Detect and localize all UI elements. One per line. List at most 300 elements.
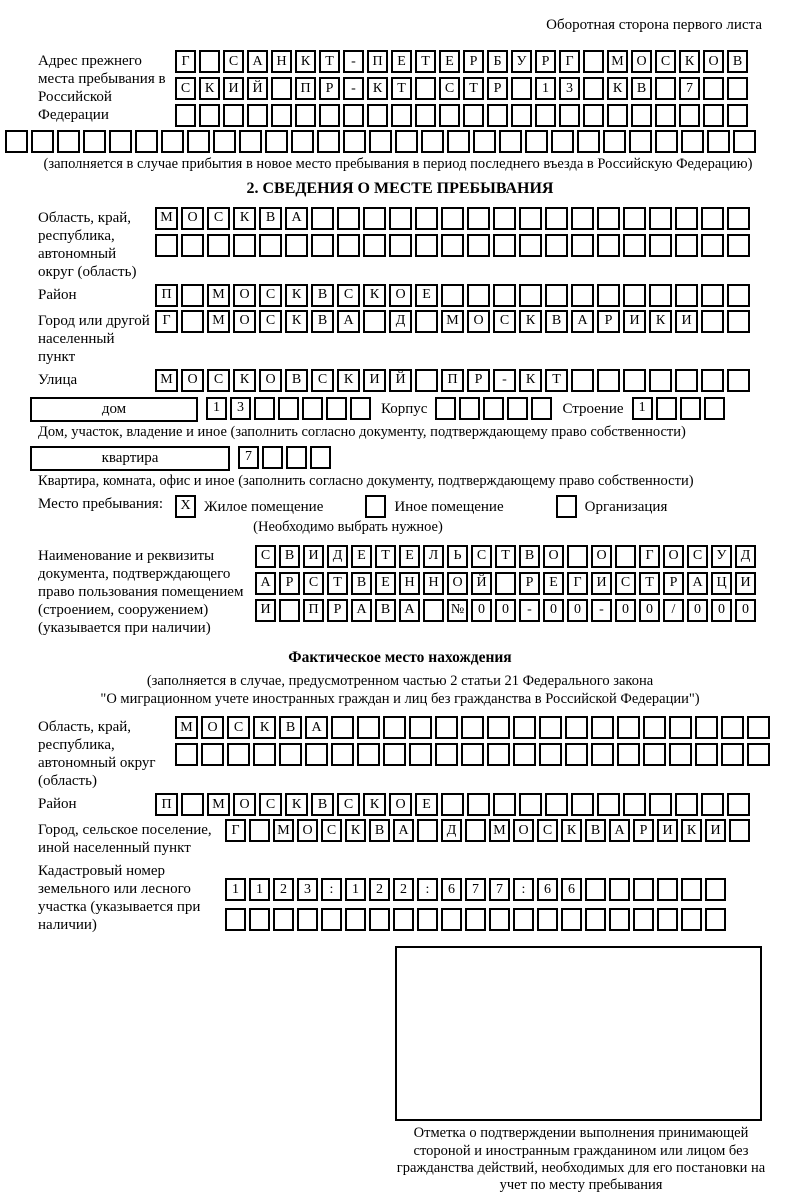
- char-box[interactable]: [417, 908, 438, 931]
- char-box[interactable]: [669, 716, 692, 739]
- char-box[interactable]: Д: [735, 545, 756, 568]
- char-box[interactable]: 6: [441, 878, 462, 901]
- char-box[interactable]: [249, 819, 270, 842]
- char-box[interactable]: 1: [249, 878, 270, 901]
- char-box[interactable]: [609, 878, 630, 901]
- char-box[interactable]: [539, 716, 562, 739]
- char-box[interactable]: [459, 397, 480, 420]
- char-box[interactable]: 7: [679, 77, 700, 100]
- char-box[interactable]: К: [345, 819, 366, 842]
- char-box[interactable]: 0: [567, 599, 588, 622]
- char-box[interactable]: П: [295, 77, 316, 100]
- char-box[interactable]: К: [519, 310, 542, 333]
- char-box[interactable]: [181, 234, 204, 257]
- char-box[interactable]: О: [703, 50, 724, 73]
- korpus-row[interactable]: [435, 397, 552, 420]
- char-box[interactable]: М: [207, 310, 230, 333]
- char-box[interactable]: Й: [471, 572, 492, 595]
- char-box[interactable]: [467, 793, 490, 816]
- prev-address-row-1[interactable]: [175, 50, 748, 73]
- char-box[interactable]: [201, 743, 224, 766]
- char-box[interactable]: [345, 908, 366, 931]
- char-box[interactable]: [703, 77, 724, 100]
- char-box[interactable]: [465, 819, 486, 842]
- char-box[interactable]: [302, 397, 323, 420]
- char-box[interactable]: [363, 207, 386, 230]
- char-box[interactable]: [199, 104, 220, 127]
- char-box[interactable]: У: [711, 545, 732, 568]
- char-box[interactable]: Е: [375, 572, 396, 595]
- char-box[interactable]: [727, 369, 750, 392]
- char-box[interactable]: [631, 104, 652, 127]
- char-box[interactable]: Е: [399, 545, 420, 568]
- char-box[interactable]: [233, 234, 256, 257]
- char-box[interactable]: [441, 284, 464, 307]
- char-box[interactable]: [389, 207, 412, 230]
- char-box[interactable]: Р: [467, 369, 490, 392]
- char-box[interactable]: [615, 545, 636, 568]
- char-box[interactable]: [705, 878, 726, 901]
- char-box[interactable]: [633, 908, 654, 931]
- char-box[interactable]: [583, 77, 604, 100]
- char-box[interactable]: [591, 743, 614, 766]
- char-box[interactable]: А: [571, 310, 594, 333]
- char-box[interactable]: [561, 908, 582, 931]
- char-box[interactable]: 3: [230, 397, 251, 420]
- char-box[interactable]: [597, 369, 620, 392]
- char-box[interactable]: В: [369, 819, 390, 842]
- char-box[interactable]: [473, 130, 496, 153]
- char-box[interactable]: С: [207, 207, 230, 230]
- char-box[interactable]: О: [233, 284, 256, 307]
- char-box[interactable]: С: [493, 310, 516, 333]
- char-box[interactable]: 1: [225, 878, 246, 901]
- char-box[interactable]: [545, 793, 568, 816]
- char-box[interactable]: Н: [271, 50, 292, 73]
- char-box[interactable]: С: [227, 716, 250, 739]
- char-box[interactable]: [395, 130, 418, 153]
- char-box[interactable]: [223, 104, 244, 127]
- char-box[interactable]: [721, 743, 744, 766]
- char-box[interactable]: А: [337, 310, 360, 333]
- char-box[interactable]: [181, 793, 204, 816]
- prev-address-row-2[interactable]: [175, 77, 748, 100]
- char-box[interactable]: [585, 878, 606, 901]
- char-box[interactable]: [680, 397, 701, 420]
- char-box[interactable]: [633, 878, 654, 901]
- char-box[interactable]: 3: [297, 878, 318, 901]
- char-box[interactable]: [597, 234, 620, 257]
- char-box[interactable]: [350, 397, 371, 420]
- char-box[interactable]: [291, 130, 314, 153]
- char-box[interactable]: И: [735, 572, 756, 595]
- char-box[interactable]: С: [615, 572, 636, 595]
- char-box[interactable]: Т: [327, 572, 348, 595]
- char-box[interactable]: [531, 397, 552, 420]
- char-box[interactable]: Ь: [447, 545, 468, 568]
- char-box[interactable]: [511, 77, 532, 100]
- char-box[interactable]: 1: [535, 77, 556, 100]
- char-box[interactable]: [513, 716, 536, 739]
- char-box[interactable]: [701, 369, 724, 392]
- char-box[interactable]: [571, 234, 594, 257]
- char-box[interactable]: [507, 397, 528, 420]
- char-box[interactable]: [655, 130, 678, 153]
- char-box[interactable]: [623, 207, 646, 230]
- char-box[interactable]: [311, 234, 334, 257]
- char-box[interactable]: С: [255, 545, 276, 568]
- char-box[interactable]: [655, 104, 676, 127]
- char-box[interactable]: М: [607, 50, 628, 73]
- char-box[interactable]: О: [201, 716, 224, 739]
- char-box[interactable]: О: [181, 369, 204, 392]
- char-box[interactable]: [483, 397, 504, 420]
- char-box[interactable]: [253, 743, 276, 766]
- char-box[interactable]: [675, 234, 698, 257]
- char-box[interactable]: [535, 104, 556, 127]
- char-box[interactable]: [273, 908, 294, 931]
- char-box[interactable]: Т: [319, 50, 340, 73]
- char-box[interactable]: [441, 793, 464, 816]
- char-box[interactable]: 0: [471, 599, 492, 622]
- char-box[interactable]: С: [439, 77, 460, 100]
- char-box[interactable]: В: [311, 793, 334, 816]
- char-box[interactable]: [727, 104, 748, 127]
- char-box[interactable]: И: [705, 819, 726, 842]
- char-box[interactable]: [681, 908, 702, 931]
- char-box[interactable]: [609, 908, 630, 931]
- char-box[interactable]: [441, 207, 464, 230]
- char-box[interactable]: В: [585, 819, 606, 842]
- char-box[interactable]: С: [337, 793, 360, 816]
- char-box[interactable]: К: [679, 50, 700, 73]
- char-box[interactable]: [747, 743, 770, 766]
- char-box[interactable]: [545, 284, 568, 307]
- char-box[interactable]: [571, 284, 594, 307]
- stay-type-checkbox-organization[interactable]: [556, 495, 577, 518]
- char-box[interactable]: [519, 207, 542, 230]
- char-box[interactable]: С: [259, 793, 282, 816]
- char-box[interactable]: И: [255, 599, 276, 622]
- char-box[interactable]: [489, 908, 510, 931]
- char-box[interactable]: А: [285, 207, 308, 230]
- char-box[interactable]: О: [591, 545, 612, 568]
- char-box[interactable]: [415, 77, 436, 100]
- char-box[interactable]: Р: [535, 50, 556, 73]
- char-box[interactable]: Й: [389, 369, 412, 392]
- char-box[interactable]: [383, 716, 406, 739]
- char-box[interactable]: [441, 234, 464, 257]
- char-box[interactable]: О: [663, 545, 684, 568]
- cadastral-row-1[interactable]: [225, 878, 726, 901]
- char-box[interactable]: 3: [559, 77, 580, 100]
- char-box[interactable]: 0: [711, 599, 732, 622]
- char-box[interactable]: [597, 207, 620, 230]
- char-box[interactable]: [551, 130, 574, 153]
- stay-type-checkbox-residential[interactable]: X: [175, 495, 196, 518]
- char-box[interactable]: [643, 743, 666, 766]
- char-box[interactable]: Н: [423, 572, 444, 595]
- char-box[interactable]: Й: [247, 77, 268, 100]
- char-box[interactable]: Т: [415, 50, 436, 73]
- char-box[interactable]: О: [297, 819, 318, 842]
- char-box[interactable]: Д: [327, 545, 348, 568]
- prev-address-row-4[interactable]: [5, 130, 762, 153]
- char-box[interactable]: Г: [155, 310, 178, 333]
- char-box[interactable]: [239, 130, 262, 153]
- char-box[interactable]: А: [399, 599, 420, 622]
- char-box[interactable]: [435, 716, 458, 739]
- document-row-1[interactable]: [255, 545, 756, 568]
- char-box[interactable]: [597, 793, 620, 816]
- char-box[interactable]: [669, 743, 692, 766]
- char-box[interactable]: [310, 446, 331, 469]
- char-box[interactable]: -: [519, 599, 540, 622]
- char-box[interactable]: [695, 743, 718, 766]
- char-box[interactable]: [629, 130, 652, 153]
- char-box[interactable]: С: [175, 77, 196, 100]
- char-box[interactable]: [254, 397, 275, 420]
- char-box[interactable]: О: [389, 284, 412, 307]
- char-box[interactable]: Р: [519, 572, 540, 595]
- char-box[interactable]: 0: [615, 599, 636, 622]
- char-box[interactable]: [513, 908, 534, 931]
- char-box[interactable]: К: [199, 77, 220, 100]
- char-box[interactable]: -: [343, 50, 364, 73]
- char-box[interactable]: [271, 77, 292, 100]
- char-box[interactable]: К: [561, 819, 582, 842]
- char-box[interactable]: [155, 234, 178, 257]
- char-box[interactable]: Г: [175, 50, 196, 73]
- char-box[interactable]: [519, 793, 542, 816]
- district-row[interactable]: [155, 284, 750, 307]
- char-box[interactable]: [311, 207, 334, 230]
- char-box[interactable]: [643, 716, 666, 739]
- char-box[interactable]: [559, 104, 580, 127]
- char-box[interactable]: [649, 207, 672, 230]
- char-box[interactable]: [493, 234, 516, 257]
- char-box[interactable]: [343, 130, 366, 153]
- char-box[interactable]: С: [311, 369, 334, 392]
- char-box[interactable]: [262, 446, 283, 469]
- char-box[interactable]: [655, 77, 676, 100]
- char-box[interactable]: Р: [319, 77, 340, 100]
- char-box[interactable]: Г: [639, 545, 660, 568]
- char-box[interactable]: [721, 716, 744, 739]
- char-box[interactable]: Р: [633, 819, 654, 842]
- char-box[interactable]: О: [543, 545, 564, 568]
- char-box[interactable]: М: [155, 369, 178, 392]
- char-box[interactable]: [727, 77, 748, 100]
- char-box[interactable]: [617, 743, 640, 766]
- char-box[interactable]: П: [155, 793, 178, 816]
- char-box[interactable]: Г: [559, 50, 580, 73]
- house-number-row[interactable]: [206, 397, 371, 420]
- char-box[interactable]: [493, 793, 516, 816]
- char-box[interactable]: [565, 743, 588, 766]
- char-box[interactable]: М: [207, 284, 230, 307]
- char-box[interactable]: [583, 50, 604, 73]
- char-box[interactable]: [317, 130, 340, 153]
- char-box[interactable]: [415, 234, 438, 257]
- char-box[interactable]: А: [687, 572, 708, 595]
- char-box[interactable]: К: [649, 310, 672, 333]
- char-box[interactable]: С: [537, 819, 558, 842]
- char-box[interactable]: [681, 130, 704, 153]
- char-box[interactable]: [225, 908, 246, 931]
- char-box[interactable]: К: [295, 50, 316, 73]
- char-box[interactable]: [363, 234, 386, 257]
- char-box[interactable]: В: [519, 545, 540, 568]
- char-box[interactable]: Р: [327, 599, 348, 622]
- char-box[interactable]: [5, 130, 28, 153]
- char-box[interactable]: 2: [369, 878, 390, 901]
- char-box[interactable]: 1: [345, 878, 366, 901]
- char-box[interactable]: [415, 207, 438, 230]
- char-box[interactable]: [729, 819, 750, 842]
- char-box[interactable]: [727, 310, 750, 333]
- cadastral-row-2[interactable]: [225, 908, 726, 931]
- char-box[interactable]: [295, 104, 316, 127]
- char-box[interactable]: С: [471, 545, 492, 568]
- char-box[interactable]: 0: [639, 599, 660, 622]
- char-box[interactable]: [703, 104, 724, 127]
- char-box[interactable]: С: [321, 819, 342, 842]
- char-box[interactable]: Е: [351, 545, 372, 568]
- char-box[interactable]: А: [305, 716, 328, 739]
- region-row-1[interactable]: [155, 207, 750, 230]
- char-box[interactable]: Н: [399, 572, 420, 595]
- char-box[interactable]: М: [273, 819, 294, 842]
- char-box[interactable]: О: [631, 50, 652, 73]
- char-box[interactable]: [439, 104, 460, 127]
- char-box[interactable]: И: [657, 819, 678, 842]
- char-box[interactable]: :: [513, 878, 534, 901]
- char-box[interactable]: У: [511, 50, 532, 73]
- char-box[interactable]: [227, 743, 250, 766]
- char-box[interactable]: Ц: [711, 572, 732, 595]
- char-box[interactable]: [617, 716, 640, 739]
- char-box[interactable]: [175, 104, 196, 127]
- char-box[interactable]: К: [681, 819, 702, 842]
- char-box[interactable]: С: [337, 284, 360, 307]
- char-box[interactable]: [393, 908, 414, 931]
- char-box[interactable]: 1: [632, 397, 653, 420]
- char-box[interactable]: [109, 130, 132, 153]
- char-box[interactable]: [467, 234, 490, 257]
- char-box[interactable]: Р: [279, 572, 300, 595]
- char-box[interactable]: [539, 743, 562, 766]
- char-box[interactable]: [567, 545, 588, 568]
- apartment-number-row[interactable]: [238, 446, 331, 469]
- char-box[interactable]: Т: [375, 545, 396, 568]
- char-box[interactable]: [681, 878, 702, 901]
- char-box[interactable]: Т: [495, 545, 516, 568]
- char-box[interactable]: [319, 104, 340, 127]
- char-box[interactable]: [487, 104, 508, 127]
- char-box[interactable]: Е: [543, 572, 564, 595]
- char-box[interactable]: [423, 599, 444, 622]
- char-box[interactable]: К: [519, 369, 542, 392]
- char-box[interactable]: [187, 130, 210, 153]
- char-box[interactable]: [181, 310, 204, 333]
- char-box[interactable]: [467, 284, 490, 307]
- char-box[interactable]: [727, 234, 750, 257]
- char-box[interactable]: [701, 234, 724, 257]
- char-box[interactable]: К: [367, 77, 388, 100]
- char-box[interactable]: К: [285, 310, 308, 333]
- char-box[interactable]: [135, 130, 158, 153]
- char-box[interactable]: С: [687, 545, 708, 568]
- char-box[interactable]: [537, 908, 558, 931]
- char-box[interactable]: [271, 104, 292, 127]
- char-box[interactable]: [679, 104, 700, 127]
- char-box[interactable]: [623, 369, 646, 392]
- char-box[interactable]: И: [303, 545, 324, 568]
- char-box[interactable]: :: [321, 878, 342, 901]
- char-box[interactable]: К: [233, 207, 256, 230]
- char-box[interactable]: [409, 716, 432, 739]
- char-box[interactable]: М: [441, 310, 464, 333]
- char-box[interactable]: [337, 207, 360, 230]
- char-box[interactable]: -: [343, 77, 364, 100]
- char-box[interactable]: Е: [415, 793, 438, 816]
- char-box[interactable]: [495, 572, 516, 595]
- char-box[interactable]: [649, 234, 672, 257]
- char-box[interactable]: [493, 284, 516, 307]
- char-box[interactable]: [343, 104, 364, 127]
- char-box[interactable]: [607, 104, 628, 127]
- char-box[interactable]: [649, 793, 672, 816]
- char-box[interactable]: [247, 104, 268, 127]
- city-row[interactable]: [155, 310, 750, 333]
- char-box[interactable]: [499, 130, 522, 153]
- char-box[interactable]: [545, 207, 568, 230]
- char-box[interactable]: 0: [543, 599, 564, 622]
- char-box[interactable]: 2: [393, 878, 414, 901]
- char-box[interactable]: 7: [238, 446, 259, 469]
- char-box[interactable]: В: [285, 369, 308, 392]
- char-box[interactable]: О: [233, 310, 256, 333]
- char-box[interactable]: [467, 207, 490, 230]
- char-box[interactable]: [389, 234, 412, 257]
- char-box[interactable]: [733, 130, 756, 153]
- char-box[interactable]: [493, 207, 516, 230]
- char-box[interactable]: Р: [597, 310, 620, 333]
- char-box[interactable]: [421, 130, 444, 153]
- char-box[interactable]: [415, 104, 436, 127]
- char-box[interactable]: [701, 284, 724, 307]
- char-box[interactable]: [525, 130, 548, 153]
- char-box[interactable]: К: [285, 793, 308, 816]
- char-box[interactable]: 7: [465, 878, 486, 901]
- char-box[interactable]: С: [207, 369, 230, 392]
- char-box[interactable]: [701, 310, 724, 333]
- char-box[interactable]: [278, 397, 299, 420]
- char-box[interactable]: Е: [439, 50, 460, 73]
- char-box[interactable]: [727, 207, 750, 230]
- document-row-3[interactable]: [255, 599, 756, 622]
- char-box[interactable]: [441, 908, 462, 931]
- char-box[interactable]: В: [259, 207, 282, 230]
- char-box[interactable]: [571, 207, 594, 230]
- char-box[interactable]: [259, 234, 282, 257]
- char-box[interactable]: В: [545, 310, 568, 333]
- char-box[interactable]: 6: [537, 878, 558, 901]
- char-box[interactable]: [31, 130, 54, 153]
- char-box[interactable]: [461, 716, 484, 739]
- char-box[interactable]: [657, 908, 678, 931]
